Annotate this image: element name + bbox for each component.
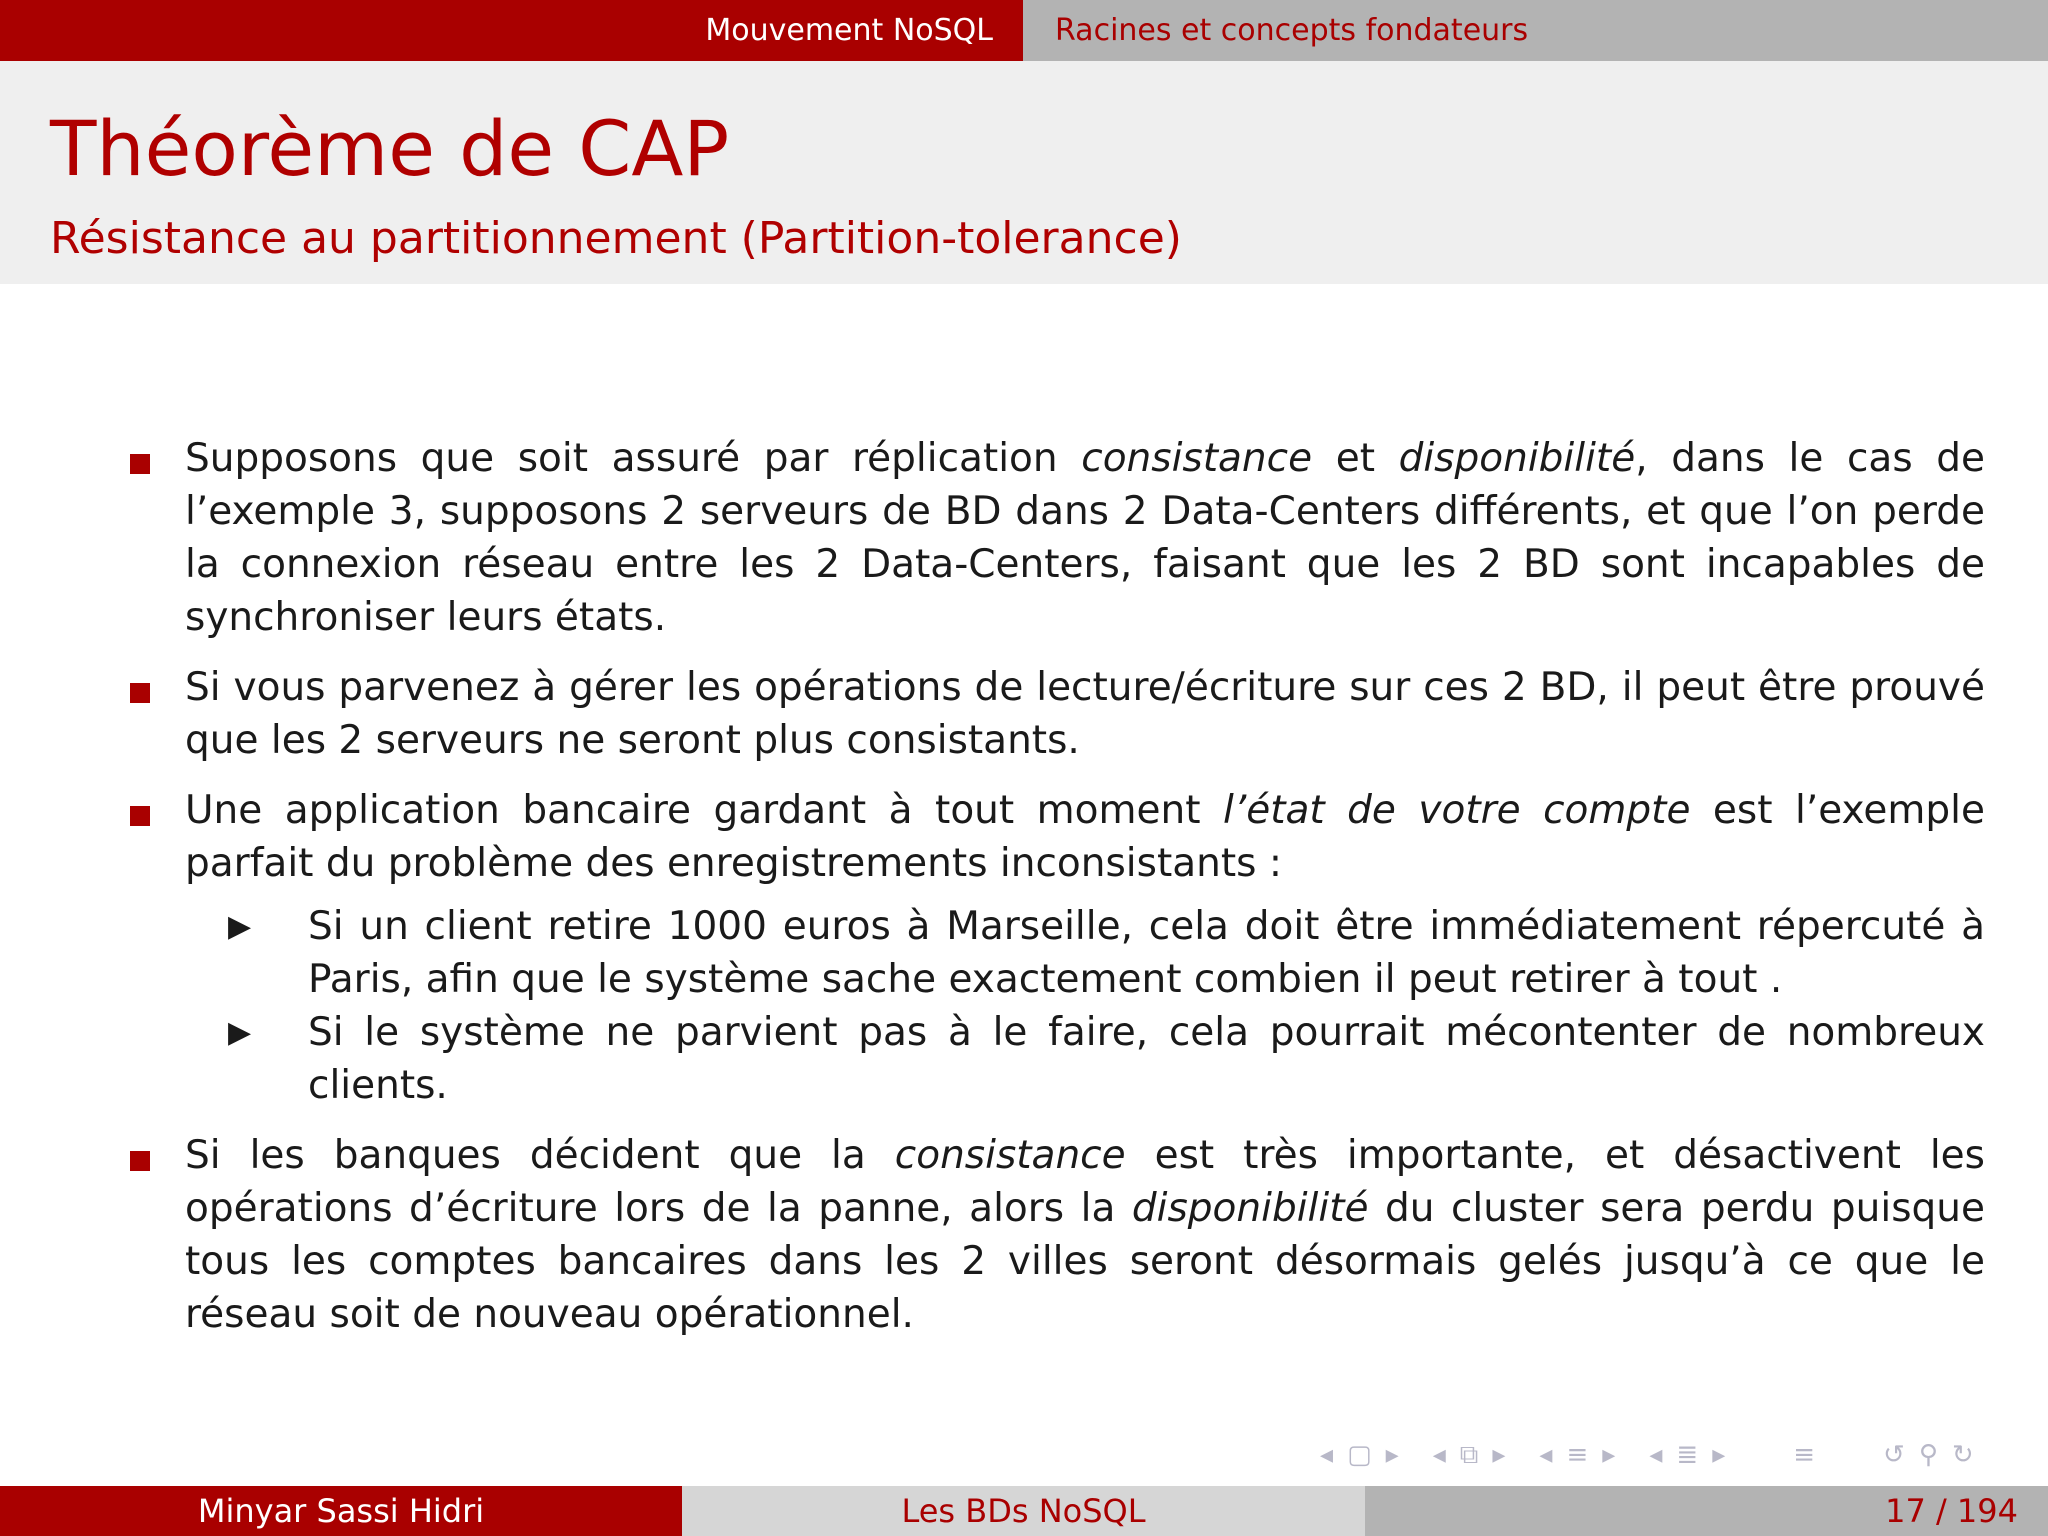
emphasis-text: disponibilité [1398, 436, 1636, 481]
bullet-text-span: est l’exemple parfait du problème des enregistrements inconsistants : [185, 788, 1985, 886]
bullet-text-span: , dans le cas de l’exemple 3, supposons 2 serveurs de BD dans 2 Data-Centers différents, et que l’on perde la connexion réseau entre les 2 Data-Centers, faisant que les 2 BD sont incapables de synchroniser leurs états. [185, 436, 1985, 640]
nav-subsection-icon[interactable]: ⧉ [1459, 1439, 1479, 1470]
nav-frame-icon[interactable]: ▢ [1347, 1440, 1372, 1470]
nav-section-icon[interactable]: ≡ [1566, 1440, 1589, 1470]
sub-bullet-item [128, 900, 1985, 1006]
emphasis-text: consistance [894, 1133, 1126, 1178]
slide-subtitle: Résistance au partitionnement (Partition-tolerance) [50, 213, 1182, 264]
header-subsection[interactable] [1023, 0, 2048, 61]
bullet-square-icon [130, 454, 150, 474]
triangle-bullet-icon: ▶ [228, 1015, 252, 1050]
bullet-text [185, 432, 1985, 644]
bullet-text-span: et [1312, 436, 1399, 481]
emphasis-text: consistance [1081, 436, 1313, 481]
bullet-text-span: Si vous parvenez à gérer les opérations de lecture/écriture sur ces 2 BD, il peut être prouvé que les 2 serveurs ne seront plus consistants. [185, 665, 1985, 763]
nav-redo-icon[interactable]: ↻ [1951, 1440, 1974, 1470]
bullet-text-span: Une application bancaire gardant à tout moment [185, 788, 1223, 833]
footer-title: Les BDs NoSQL [682, 1486, 1365, 1536]
nav-search-icon[interactable]: ⚲ [1918, 1440, 1938, 1470]
emphasis-text: disponibilité [1131, 1186, 1369, 1231]
nav-slide-back-icon[interactable]: ◂ [1649, 1440, 1663, 1470]
nav-subsection-back-icon[interactable]: ◂ [1432, 1440, 1446, 1470]
nav-undo-icon[interactable]: ↺ [1883, 1440, 1905, 1470]
footer-bar [0, 1486, 2048, 1536]
bullet-text [185, 784, 1985, 890]
bullet-text-span: est très importante, et désactivent les opérations d’écriture lors de la panne, alors la [185, 1133, 1985, 1231]
nav-slide-icon[interactable]: ≣ [1676, 1440, 1699, 1470]
title-box [0, 61, 2048, 284]
nav-frame-forward-icon[interactable]: ▸ [1385, 1440, 1399, 1470]
sub-bullet-text: Si le système ne parvient pas à le faire, cela pourrait mécontenter de nombreux clients. [308, 1010, 1985, 1108]
bullet-square-icon [130, 683, 150, 703]
sub-bullet-list [185, 900, 1985, 1112]
bullet-text-span: du cluster sera perdu puisque tous les comptes bancaires dans les 2 villes seront désormais gelés jusqu’à ce que le réseau soit de nouveau opérationnel. [185, 1186, 1985, 1337]
header-section-label: Mouvement NoSQL [705, 13, 993, 48]
bullet-item [128, 784, 1985, 1112]
emphasis-text: l’état de votre compte [1222, 788, 1691, 833]
bullet-item [128, 661, 1985, 767]
bullet-text-span: Supposons que soit assuré par réplication [185, 436, 1082, 481]
nav-toc-icon[interactable]: ≡ [1793, 1440, 1816, 1470]
header-subsection-label: Racines et concepts fondateurs [1055, 13, 1529, 48]
slide-title: Théorème de CAP [50, 104, 730, 193]
bullet-item [128, 1129, 1985, 1341]
bullet-item [128, 432, 1985, 644]
header-section[interactable] [0, 0, 1023, 61]
sub-bullet-item [128, 1006, 1985, 1112]
bullet-square-icon [130, 806, 150, 826]
bullet-square-icon [130, 1151, 150, 1171]
bullet-text [185, 1129, 1985, 1341]
triangle-bullet-icon: ▶ [228, 909, 252, 944]
footer-page-number: 17 / 194 [1365, 1486, 2048, 1536]
footer-author: Minyar Sassi Hidri [0, 1486, 682, 1536]
nav-slide-forward-icon[interactable]: ▸ [1712, 1440, 1726, 1470]
bullet-list [128, 432, 1985, 1358]
navigation-controls [1320, 1440, 2040, 1470]
bullet-text [185, 661, 1985, 767]
nav-section-back-icon[interactable]: ◂ [1539, 1440, 1553, 1470]
bullet-text-span: Si les banques décident que la [185, 1133, 895, 1178]
header-bar [0, 0, 2048, 61]
nav-subsection-forward-icon[interactable]: ▸ [1492, 1440, 1506, 1470]
nav-frame-back-icon[interactable]: ◂ [1320, 1440, 1334, 1470]
sub-bullet-text: Si un client retire 1000 euros à Marseille, cela doit être immédiatement répercuté à Paris, afin que le système sache exactement combien il peut retirer à tout . [308, 904, 1985, 1002]
nav-section-forward-icon[interactable]: ▸ [1602, 1440, 1616, 1470]
